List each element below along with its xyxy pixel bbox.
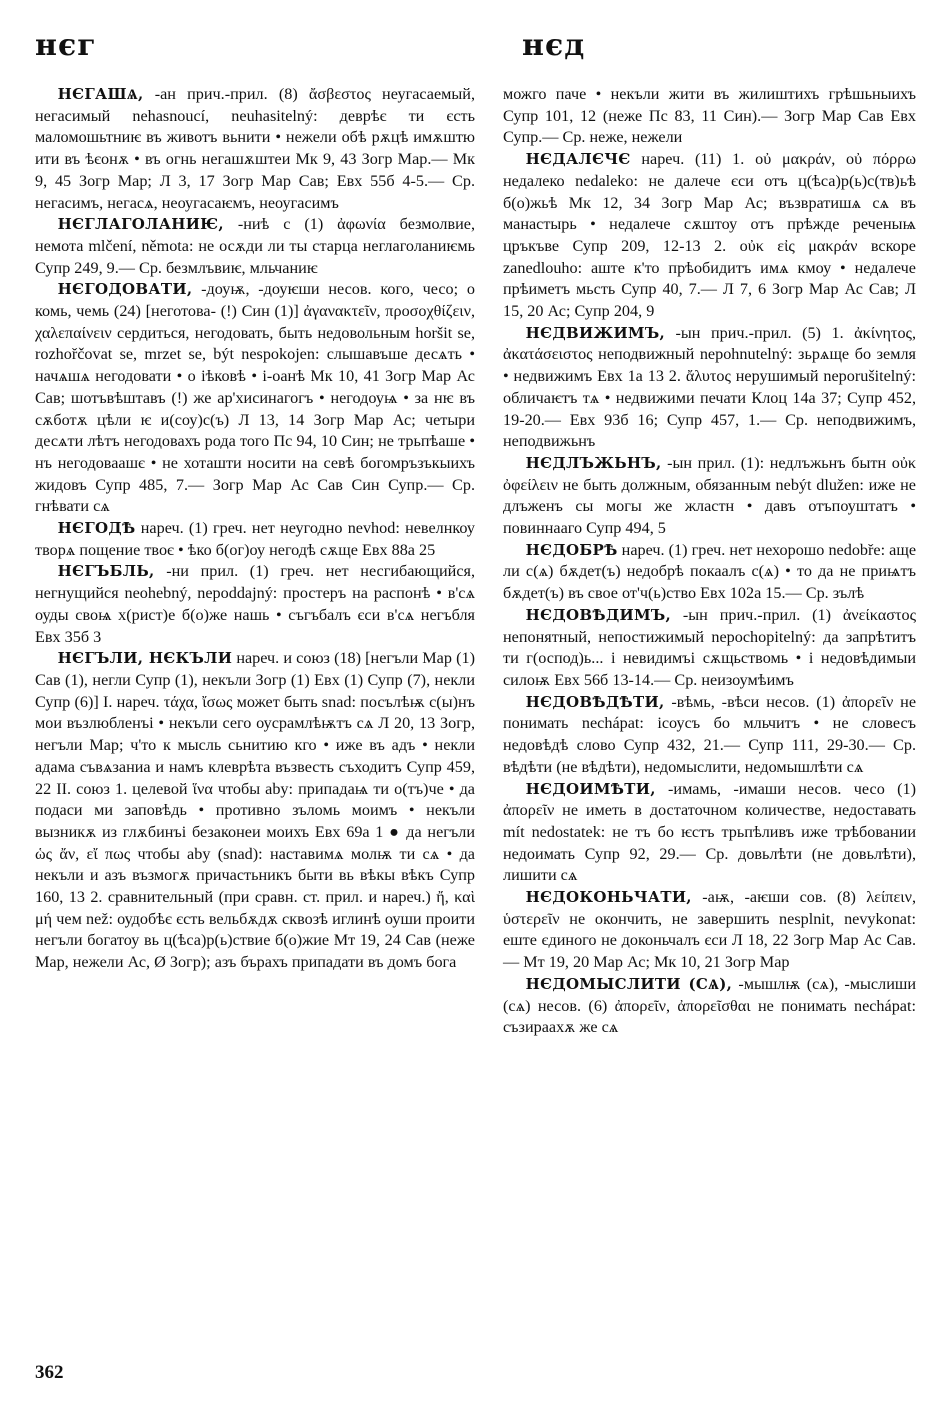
entry-body: -доуѭ, -доуѥши несов. кого, чесо; о комь, чемь (24) [неготова- (!) Син (1)] ἀγανακτεῖν, προσοχθίζειν, χαλεπαίνειν сердиться, негодовать, быть недовольным horšit se, rozhořčovat se, mrzet se, být nespokojen: слышавъше десѧть • начѧшѧ негодовати • о іѣковѣ • і-оанѣ Мк 10, 41 Зогр Мар Ас Сав; шотъвѣштавъ (!) же ар'хисинагогъ • негодоуѩ • за нѥ въ сѫботѫ цѣли ѥ и(соу)с(ъ) Л 13, 14 Зогр Мар Ас; четыри десѧти лѣтъ негодовахъ рода того Пс 94, 10 Син; не трьпѣаше • нъ негодоваашє • не хоташти носити на севѣ богомръзъкыихъ жидовъ Супр 485, 7.— Зогр Мар Ас Сав Син Супр.— Ср. гнѣвати сѧ <box>35 280 475 516</box>
headword: НЄГАШѦ, <box>57 85 144 103</box>
headword: НЄГЛАГОЛАНИѤ, <box>57 215 224 234</box>
entry-body: -ни прил. (1) греч. нет несгибающийся, негнущийся neohebný, nepoddajný: простеръ на распонѣ • в'сѧ оуды своѩ х(рист)е б(о)же нашь • съгъбалъ єси в'сѧ негъбля Евх 35б 3 <box>35 562 475 646</box>
dictionary-entry <box>503 84 916 149</box>
dictionary-entry <box>503 887 916 974</box>
entry-body: -мышлѭ (сѧ), -мыслиши (сѧ) несов. (6) ἀπορεῖν, ἀπορεῖσθαι не понимать nechápat: съзираахѫ же сѧ <box>503 974 916 1037</box>
dictionary-entry <box>503 149 916 323</box>
entry-body: нареч. (1) греч. нет нехорошо nedobře: аще ли с(ѧ) бѫдет(ъ) недобрѣ покаалъ с(ѧ) • то да не приѩтъ бѫдет(ъ) въ свое от'ч(ь)ство Евх 102а 15.— Ср. зълѣ <box>503 540 916 603</box>
dictionary-entry <box>35 648 475 974</box>
headword: НЄДОВѢДѢТИ, <box>525 692 665 711</box>
left-column <box>35 84 475 974</box>
running-head-left: нєг <box>35 28 97 63</box>
dictionary-entry <box>503 605 916 692</box>
dictionary-entry <box>503 974 916 1039</box>
dictionary-entry <box>503 779 916 888</box>
page-number: 362 <box>35 1362 64 1383</box>
dictionary-entry <box>503 323 916 453</box>
dictionary-entry <box>35 518 475 561</box>
headword: НЄДОМЫСЛИТИ (СѦ), <box>525 974 733 993</box>
entry-body: -вѣмь, -вѣси несов. (1) ἀπορεῖν не понимать nechápat: ісоусъ бо мльчитъ • не словесъ недовѣдѣ слово Супр 432, 21.— Супр 111, 29-30.— Ср. вѣдѣти (не вѣдѣти), недомыслити, недомышлѣти сѧ <box>503 692 916 776</box>
dictionary-entry <box>35 84 475 214</box>
dictionary-entry <box>35 214 475 279</box>
dictionary-entry <box>35 561 475 648</box>
headword: НЄДАЛЄЧЄ <box>525 150 631 169</box>
headword: НЄГОДОВАТИ, <box>57 280 193 299</box>
entry-body: -имамь, -имаши несов. чесо (1) ἀπορεῖν не иметь в достаточном количестве, недоставать mít nedostatek: не тъ бо ѥстъ трьпѣливъ иже трѣбовании недоимать Супр 92, 29.— Ср. довьлѣти (не довьлѣти), лишити сѧ <box>503 779 916 885</box>
running-head-right: нєд <box>522 28 586 63</box>
headword: НЄГЪБЛЬ, <box>57 562 155 581</box>
entry-body: нареч. (11) 1. οὐ μακράν, οὐ πόρρω недалеко nedaleko: не далече єси отъ ц(ѣса)р(ь)с(тв)ьѣ б(о)жьѣ Мк 12, 34 Зогр Мар Ас; възвратишѧ сѧ въ манастырь • недалече сѫштоу отъ прѣжде реченыѩ цръкъве Супр 209, 12-13 2. οὐκ εἰς μακράν вскоре zanedlouho: аште к'то прѣобидитъ имѧ кмоу • недалече прѣиметъ мьсть Супр 40, 7.— Л 7, 6 Зогр Мар Ас Сав; Л 15, 20 Ас; Супр 204, 9 <box>503 150 916 321</box>
headword: НЄДОВѢДИМЪ, <box>525 605 672 624</box>
headword: НЄГЪЛИ, НЄКЪЛИ <box>57 649 233 668</box>
entry-body: можго паче • некъли жити въ жилиштихъ грѣшьныихъ Супр 101, 12 (неже Пс 83, 11 Син).— Зогр Мар Сав Евх Супр.— Ср. неже, нежели <box>503 85 916 147</box>
headword: НЄДВИЖИМЪ, <box>525 323 665 342</box>
entry-body: -ын прич.-прил. (1) ἀνείκαστος непонятный, непостижимый nepochopitelný: да запрѣтитъ ти г(оспод)ь... і невидимъі сѫщьствомь • і недовѣдимыи силоѭ Евх 56б 13-14.— Ср. неизоумѣимъ <box>503 605 916 689</box>
dictionary-entry <box>503 540 916 605</box>
entry-body: нареч. (1) греч. нет неугодно nevhod: невелнкоу творѧ пощение твоє • ѣко б(ог)оу негодѣ сѫще Евх 88а 25 <box>35 519 475 559</box>
headword: НЄДОБРѢ <box>525 540 618 559</box>
entry-body: нареч. и союз (18) [негъли Мар (1) Сав (1), негли Супр (1), некъли Зогр (1) Евх (1) Супр (7), некли Супр (6)] I. нареч. τάχα, ἴσως может быть snad: посълѣѭ с(ы)нъ мои възлюбленъі • некъли сего оусрамлѣѭтъ сѧ Л 20, 13 Зогр, негъли Мар; ч'то к мысль сьнитию кго • иже въ адъ • некли адама съвѧзаниа и намъ клеврѣта възвесть съходитъ Супр 459, 22 II. союз 1. целевой ἵνα чтобы aby: припадаѩ ти о(тъ)че • да подаси ми заповѣдь • противно зъломь моимъ • некъли вызникѫ из глѫбинъі безаконеи моихъ Евх 69а 1 ● да негъли ὡς ἄν, εἴ πως чтобы aby (snad): наставимѧ молѭ ти сѧ • да некъли и азъ възмогѫ причастьникъ быти вь вѣкы вѣкъ Супр 160, 13 2. сравнительный (при сравн. ст. прил. и нареч.) ἤ, καὶ μή чем než: оудобѣє єсть вельбѫдѫ сквозѣ иглинѣ оуши проити негъли богатоу вь ц(ѣса)р(ь)ствие б(о)жие Мт 19, 24 Сав (неже Мар, нежели Ас, Ø Зогр); азъ бърахъ припадати въ домъ бога <box>35 649 475 972</box>
entry-body: -ниѣ с (1) ἀφωνία безмолвие, немота mlčení, němota: не осѫди ли ты старца неглаголаниѥмь Супр 249, 9.— Ср. безмлъвиѥ, мльчаниѥ <box>35 215 475 277</box>
headword: НЄГОДѢ <box>57 519 136 538</box>
right-column <box>503 84 916 1039</box>
headword: НЄДОИМѢТИ, <box>525 779 656 798</box>
dictionary-entry <box>35 279 475 518</box>
entry-body: -аѭ, -аѥши сов. (8) λείπειν, ὑστερεῖν не окончить, не завершить nesplnit, nevykonat: еште єдиного не доконьчалъ єси Л 18, 22 Зогр Мар Ас Сав.— Мт 19, 20 Мар Ас; Мк 10, 21 Зогр Мар <box>503 888 916 972</box>
headword: НЄДЛЪЖЬНЪ, <box>525 453 662 472</box>
headword: НЄДОКОНЬЧАТИ, <box>525 888 692 907</box>
dictionary-entry <box>503 453 916 540</box>
dictionary-entry <box>503 692 916 779</box>
entry-body: -ын прил. (1): недлъжьнъ бытн οὐκ ὀφείλειν не быть должным, обязанным nebýt dlužen: иже не длъженъ сы могы же жластн • давъ отъпоуштатъ • повиннааго Супр 494, 5 <box>503 453 916 538</box>
entry-body: -ан прич.-прил. (8) ἄσβεστος неугасаемый, негасимый nehasnoucí, neuhasitelný: деврѣє ти єсть маломошьтниѥ въ животъ вьнити • нежели обѣ рѫцѣ имѫштю ити въ ѣєонѫ • въ огнь негашѫштеи Мк 9, 43 Зогр Мар.— Мк 9, 45 Зогр Мар; Л 3, 17 Зогр Мар Сав; Евх 55б 4-5.— Ср. негасимъ, негасѧ, неоугасаѥмъ, неоугасимъ <box>35 85 475 212</box>
entry-body: -ын прич.-прил. (5) 1. ἀκίνητος, ἀκατάσειστος неподвижный nepohnutelný: зьрѧще бо земля • недвижимъ Евх 1а 13 2. ἄλυτος нерушимый neporušitelný: обличаѥтъ тѧ • недвижими печати Клоц 14а 37; Супр 452, 19-20.— Евх 93б 16; Супр 457, 1.— Ср. неподвижимъ, неподвижьнъ <box>503 323 916 451</box>
